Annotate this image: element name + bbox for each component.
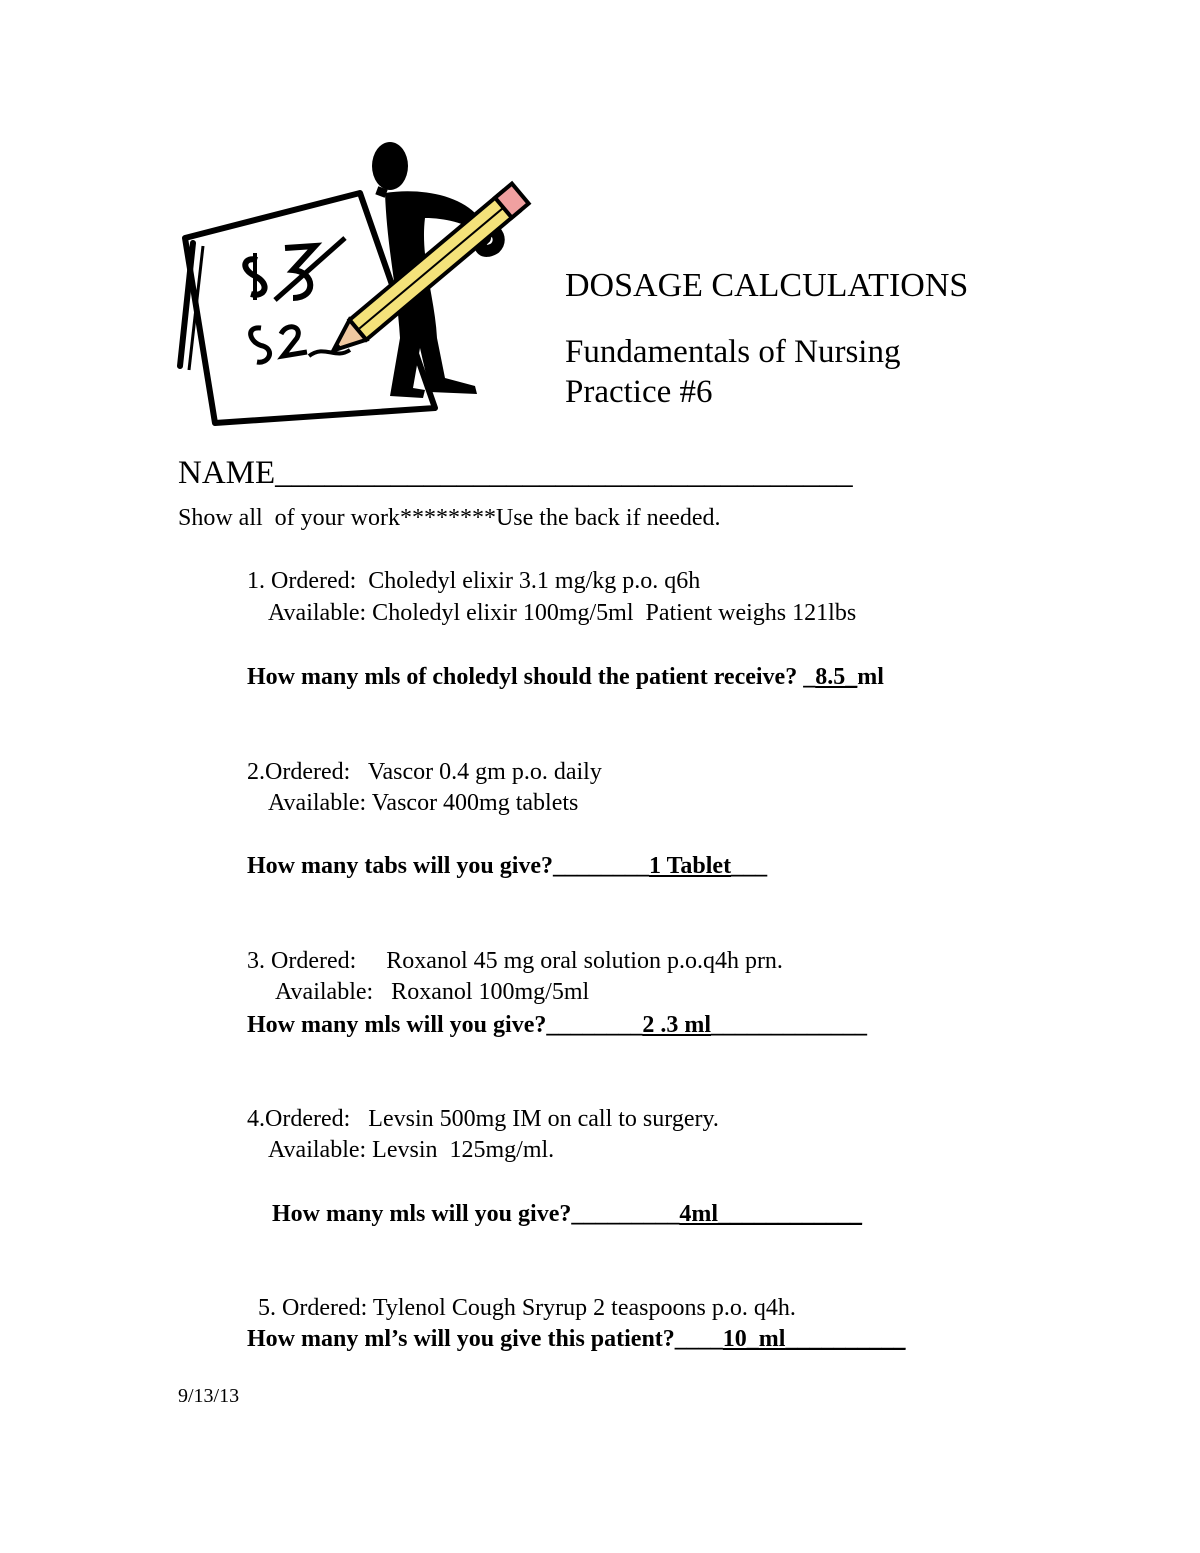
problem-4-question [272, 1201, 862, 1228]
answer-trailing-line: ____________ [718, 1201, 863, 1227]
problem-1-question [247, 664, 884, 691]
problem-5-answer: 10_ml [722, 1326, 786, 1352]
problem-1-ordered: 1. Ordered: Choledyl elixir 3.1 mg/kg p.o. q6h [247, 568, 701, 594]
answer-trailing-line: __________ [785, 1326, 906, 1352]
answer-trailing-line: ___ [731, 853, 768, 879]
problem-4-answer: 4ml [679, 1201, 719, 1227]
name-blank-line: ___________________________________ [275, 455, 853, 491]
problem-3-question [247, 1012, 867, 1039]
problem-3-ordered: 3. Ordered: Roxanol 45 mg oral solution p.o.q4h prn. [247, 948, 783, 974]
problem-2-available: Available: Vascor 400mg tablets [268, 790, 579, 816]
problem-4-ordered: 4.Ordered: Levsin 500mg IM on call to surgery. [247, 1106, 719, 1132]
clipart-figure-writing-icon [175, 138, 555, 428]
practice-number: Practice #6 [565, 374, 713, 410]
problem-2-answer: 1 Tablet [649, 853, 732, 879]
name-label: NAME [178, 455, 276, 491]
problem-5-ordered: 5. Ordered: Tylenol Cough Sryrup 2 teaspoons p.o. q4h. [258, 1295, 796, 1321]
question-text: How many mls will you give?________ [247, 1012, 643, 1038]
problem-1-answer: 8.5_ [815, 664, 858, 690]
question-text: How many ml’s will you give this patient?____ [247, 1326, 723, 1352]
answer-unit: ml [857, 664, 884, 690]
problem-3-answer: 2 .3 ml [642, 1012, 712, 1038]
problem-2-question [247, 853, 767, 880]
name-field[interactable] [178, 455, 853, 492]
problem-4-available: Available: Levsin 125mg/ml. [268, 1137, 555, 1163]
question-text: How many mls of choledyl should the patient receive? _ [247, 664, 816, 690]
question-text: How many tabs will you give?________ [247, 853, 650, 879]
problem-1-available: Available: Choledyl elixir 100mg/5ml Patient weighs 121lbs [268, 600, 857, 626]
problem-3-available: Available: Roxanol 100mg/5ml [275, 979, 590, 1005]
problem-5-question [247, 1326, 905, 1353]
instructions: Show all of your work********Use the back if needed. [178, 505, 721, 531]
answer-trailing-line: _____________ [711, 1012, 868, 1038]
question-text: How many mls will you give?_________ [272, 1201, 680, 1227]
course-name: Fundamentals of Nursing [565, 334, 901, 370]
document-title: DOSAGE CALCULATIONS [565, 267, 969, 304]
problem-2-ordered: 2.Ordered: Vascor 0.4 gm p.o. daily [247, 759, 602, 785]
footer-date: 9/13/13 [178, 1385, 240, 1407]
